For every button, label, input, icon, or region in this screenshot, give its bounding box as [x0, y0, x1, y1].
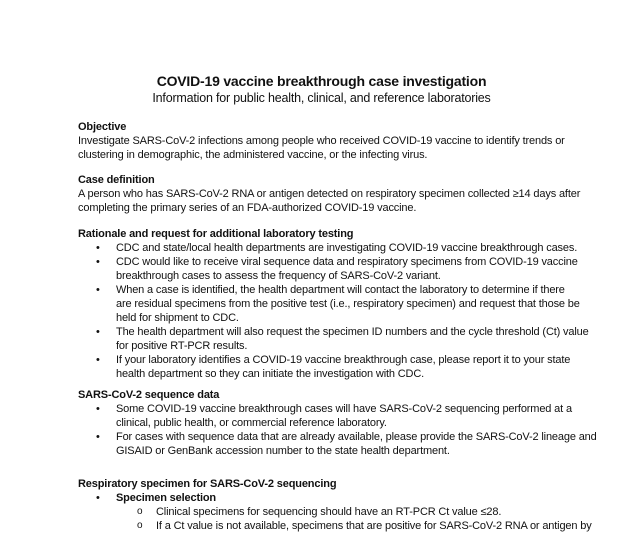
paragraph-line: Investigate SARS-CoV-2 infections among people who received COVID-19 vaccine to identify trends or	[78, 135, 565, 147]
bullet-icon: •	[96, 284, 100, 296]
bullet-list	[78, 491, 592, 533]
section-heading: SARS-CoV-2 sequence data	[78, 389, 220, 401]
list-item	[78, 353, 589, 381]
section-heading: Objective	[78, 121, 127, 133]
bullet-list	[78, 402, 597, 458]
section-heading: Case definition	[78, 174, 155, 186]
list-item-line: clinical, public health, or commercial reference laboratory.	[116, 417, 387, 429]
bullet-icon: •	[96, 242, 100, 254]
list-item-line: If a Ct value is not available, specimens that are positive for SARS-CoV-2 RNA or antigen by	[156, 520, 592, 532]
list-item-heading: Specimen selection	[116, 492, 217, 504]
circle-bullet-icon: o	[137, 520, 143, 531]
section-heading: Rationale and request for additional laboratory testing	[78, 228, 354, 240]
circle-bullet-icon: o	[137, 506, 143, 517]
bullet-icon: •	[96, 354, 100, 366]
list-item-line: breakthrough cases to assess the frequency of SARS-CoV-2 variant.	[116, 270, 441, 282]
paragraph-line: completing the primary series of an FDA-authorized COVID-19 vaccine.	[78, 202, 417, 214]
list-item-line: When a case is identified, the health department will contact the laboratory to determine if there	[116, 284, 565, 296]
document-title: COVID-19 vaccine breakthrough case investigation	[156, 73, 487, 89]
section-heading: Respiratory specimen for SARS-CoV-2 sequencing	[78, 478, 337, 490]
list-item-line: GISAID or GenBank accession number to the state health department.	[116, 445, 450, 457]
bullet-icon: •	[96, 492, 100, 504]
list-item	[78, 325, 589, 353]
list-item	[78, 283, 589, 325]
document-subtitle: Information for public health, clinical, and reference laboratories	[152, 91, 491, 105]
list-item-line: CDC and state/local health departments are investigating COVID-19 vaccine breakthrough cases.	[116, 242, 578, 254]
paragraph-line: A person who has SARS-CoV-2 RNA or antigen detected on respiratory specimen collected ≥14 days after	[78, 188, 581, 200]
section-case-definition	[78, 173, 580, 215]
bullet-icon: •	[96, 326, 100, 338]
list-item-line: Some COVID-19 vaccine breakthrough cases will have SARS-CoV-2 sequencing performed at a	[116, 403, 572, 415]
section-objective	[78, 120, 565, 162]
bullet-icon: •	[96, 256, 100, 268]
list-item	[78, 491, 592, 505]
list-item	[78, 430, 597, 458]
bullet-icon: •	[96, 403, 100, 415]
list-item-line: health department so they can initiate the investigation with CDC.	[116, 368, 425, 380]
list-item	[78, 241, 589, 255]
section-rationale	[78, 227, 589, 381]
list-item-line: for positive RT-PCR results.	[116, 340, 248, 352]
bullet-list	[78, 241, 589, 381]
list-item-line: held for shipment to CDC.	[116, 312, 239, 324]
list-item-line: For cases with sequence data that are already available, please provide the SARS-CoV-2 lineage and	[116, 431, 597, 443]
section-sequence-data	[78, 388, 597, 458]
list-item-line: are residual specimens from the positive test (i.e., respiratory specimen) and request that those be	[116, 298, 580, 310]
sub-list-item	[78, 505, 592, 519]
paragraph-line: clustering in demographic, the administered vaccine, or the infecting virus.	[78, 149, 428, 161]
list-item-line: CDC would like to receive viral sequence data and respiratory specimens from COVID-19 vaccine	[116, 256, 578, 268]
list-item-line: The health department will also request the specimen ID numbers and the cycle threshold (Ct) value	[116, 326, 589, 338]
list-item	[78, 255, 589, 283]
section-respiratory-specimen	[78, 477, 592, 533]
list-item-line: Clinical specimens for sequencing should have an RT-PCR Ct value ≤28.	[156, 506, 502, 518]
bullet-icon: •	[96, 431, 100, 443]
list-item-line: If your laboratory identifies a COVID-19 vaccine breakthrough case, please report it to your state	[116, 354, 571, 366]
list-item	[78, 402, 597, 430]
